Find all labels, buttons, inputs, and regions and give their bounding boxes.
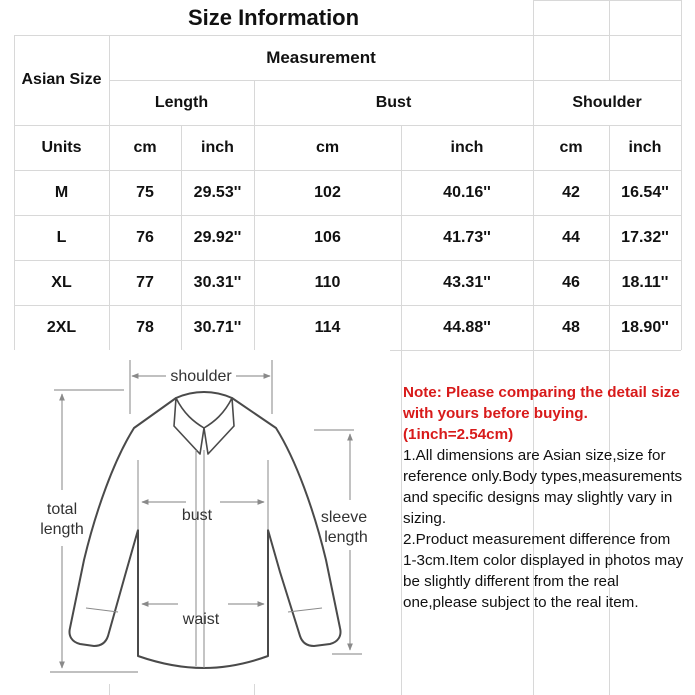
table-cell: 46 (562, 273, 580, 291)
table-cell: 102 (314, 183, 341, 201)
sleeve-length-label-bottom: length (324, 529, 368, 546)
total-length-label-top: total (46, 501, 78, 518)
shirt-measurement-diagram (14, 350, 390, 684)
length-group-header: Length (154, 93, 209, 111)
table-cell: 30.31'' (193, 273, 242, 291)
asian-size-header: Asian Size (21, 71, 102, 88)
table-cell: 41.73'' (443, 228, 491, 246)
table-cell: 106 (314, 228, 341, 246)
size-label: M (54, 183, 69, 201)
size-label: 2XL (46, 318, 77, 336)
table-cell: 30.71'' (193, 318, 242, 336)
table-cell: 77 (136, 273, 154, 291)
sleeve-length-label-top: sleeve (320, 509, 368, 526)
table-cell: 17.32'' (621, 228, 669, 246)
bust-label: bust (181, 507, 213, 524)
size-note (403, 382, 688, 613)
table-cell: 18.90'' (621, 318, 669, 336)
table-cell: 43.31'' (443, 273, 491, 291)
table-cell: 110 (314, 273, 341, 291)
units-label: Units (41, 138, 82, 156)
table-cell: 18.11'' (621, 273, 669, 291)
unit-length-inch: inch (201, 138, 234, 156)
table-cell: 78 (136, 318, 154, 336)
note-point-1: 1.All dimensions are Asian size,size for reference only.Body types,measurements and specific designs may slightly vary in sizing. (403, 447, 683, 527)
table-cell: 16.54'' (621, 183, 669, 201)
unit-shoulder-inch: inch (628, 138, 662, 156)
unit-bust-inch: inch (450, 138, 484, 156)
table-cell: 75 (136, 183, 154, 201)
shoulder-group-header: Shoulder (572, 93, 642, 111)
table-cell: 48 (562, 318, 580, 336)
table-cell: 29.53'' (193, 183, 242, 201)
table-title: Size Information (187, 4, 360, 30)
unit-bust-cm: cm (315, 138, 340, 156)
unit-shoulder-cm: cm (559, 138, 583, 156)
measurement-header: Measurement (266, 47, 376, 67)
table-cell: 42 (562, 183, 580, 201)
total-length-label-bottom: length (40, 521, 84, 538)
size-label: L (56, 228, 67, 246)
size-label: XL (51, 273, 72, 291)
table-cell: 44.88'' (443, 318, 491, 336)
table-cell: 40.16'' (443, 183, 491, 201)
note-point-2: 2.Product measurement difference from 1-3cm.Item color displayed in photos may be slightly different from the real one,please subject to the real item. (403, 531, 684, 611)
unit-length-cm: cm (133, 138, 157, 156)
table-cell: 44 (562, 228, 580, 246)
waist-label: waist (182, 611, 220, 628)
table-cell: 29.92'' (193, 228, 242, 246)
bust-group-header: Bust (375, 93, 412, 111)
table-cell: 114 (314, 318, 341, 336)
note-warning: Note: Please comparing the detail size with yours before buying.(1inch=2.54cm) (403, 384, 680, 443)
shoulder-label: shoulder (170, 368, 232, 385)
table-cell: 76 (136, 228, 154, 246)
